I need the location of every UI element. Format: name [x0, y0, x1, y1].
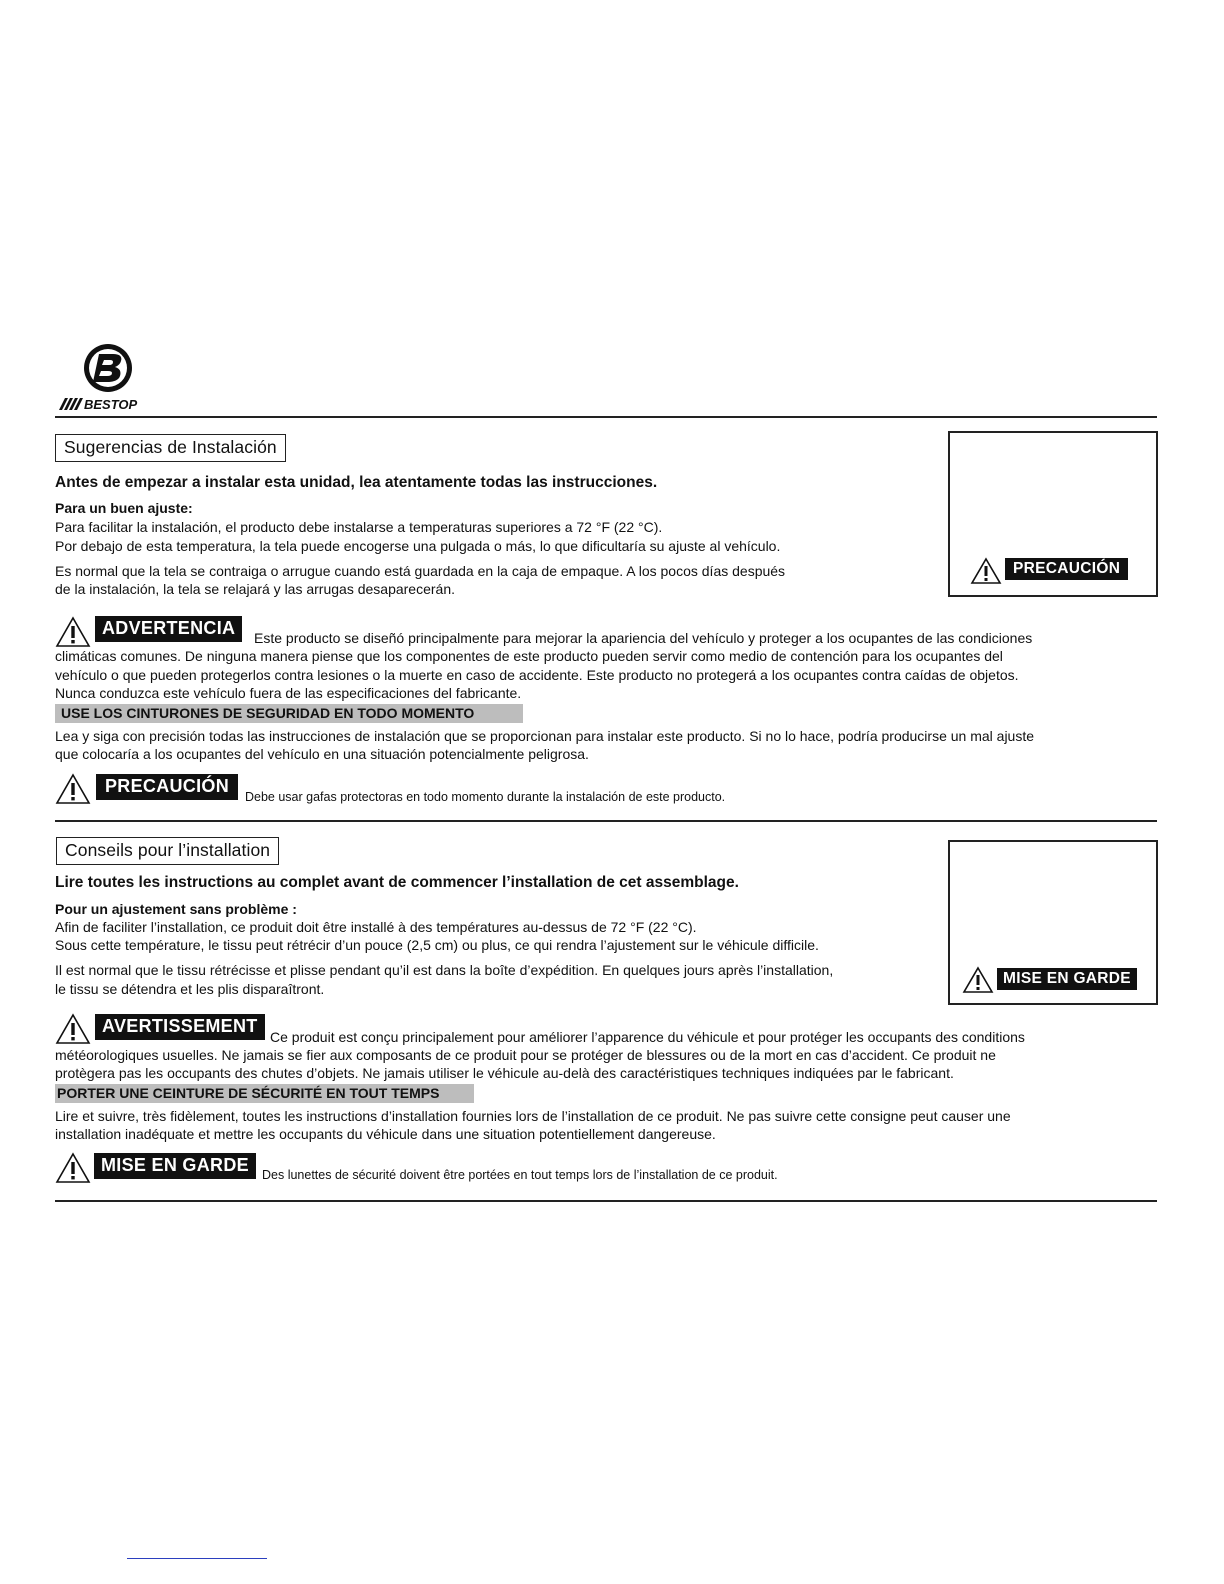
follow-line-fr: Lire et suivre, très fidèlement, toutes les instructions d’installation fournies lors de l’installation de ce produit. Ne pas suivre cette consigne peut causer une [55, 1108, 1011, 1124]
panel-label-fr: MISE EN GARDE [997, 968, 1137, 990]
follow-line-es: que colocaría a los ocupantes del vehículo en una situación potencialmente peligrosa. [55, 746, 589, 762]
top-rule [55, 416, 1157, 418]
normal-line-fr: Il est normal que le tissu rétrécisse et plisse pendant qu’il est dans la boîte d’expédition. En quelques jours après l’installation, [55, 962, 834, 978]
heading-es: Antes de empezar a instalar esta unidad, lea atentamente todas las instrucciones. [55, 474, 658, 491]
section-title-es: Sugerencias de Instalación [55, 434, 286, 462]
panel-label-es: PRECAUCIÓN [1005, 558, 1128, 580]
bestop-logo [55, 340, 150, 412]
logo-wordmark: BESTOP [84, 397, 138, 412]
warning-line-fr: météorologiques usuelles. Ne jamais se fier aux composants de ce produit pour se protéger de blessures ou de la mort en cas d’accident. Ce produit ne [55, 1047, 996, 1063]
seatbelt-notice-es: USE LOS CINTURONES DE SEGURIDAD EN TODO MOMENTO [55, 704, 523, 723]
warning-triangle-icon [55, 1152, 91, 1184]
warning-line-es: Este producto se diseñó principalmente para mejorar la apariencia del vehículo y proteger a los ocupantes de las condiciones [254, 630, 1033, 646]
caution-label-fr: MISE EN GARDE [94, 1153, 256, 1179]
seatbelt-notice-fr: PORTER UNE CEINTURE DE SÉCURITÉ EN TOUT TEMPS [55, 1084, 474, 1103]
bottom-rule [55, 1200, 1157, 1202]
warning-triangle-icon [55, 1013, 91, 1045]
caution-label-es: PRECAUCIÓN [96, 774, 238, 800]
fit-line-fr: Afin de faciliter l’installation, ce produit doit être installé à des températures au-dessus de 72 °F (22 °C). [55, 919, 697, 935]
warning-line-es: climáticas comunes. De ninguna manera piense que los componentes de este producto pueden servir como medio de contención para los ocupantes del [55, 648, 1003, 664]
warning-line-es: vehículo o que pueden protegerlos contra lesiones o la muerte en caso de accidente. Este producto no protegerá a los ocupantes contra caídas de objetos. [55, 667, 1019, 683]
heading-fr: Lire toutes les instructions au complet avant de commencer l’installation de cet assemblage. [55, 874, 739, 891]
caution-panel-es [948, 431, 1158, 597]
caution-text-fr: Des lunettes de sécurité doivent être portées en tout temps lors de l’installation de ce produit. [262, 1168, 778, 1182]
section-title-fr: Conseils pour l’installation [56, 837, 279, 865]
warning-triangle-icon [962, 966, 994, 994]
normal-line-es: Es normal que la tela se contraiga o arrugue cuando está guardada en la caja de empaque. A los pocos días después [55, 563, 786, 579]
fit-line-es: Para facilitar la instalación, el producto debe instalarse a temperaturas superiores a 72 °F (22 °C). [55, 519, 663, 535]
caution-text-es: Debe usar gafas protectoras en todo momento durante la instalación de este producto. [245, 790, 726, 804]
caution-panel-fr [948, 840, 1158, 1005]
warning-label-es: ADVERTENCIA [95, 616, 242, 642]
fit-heading-fr: Pour un ajustement sans problème : [55, 901, 297, 917]
fit-line-es: Por debajo de esta temperatura, la tela puede encogerse una pulgada o más, lo que dificultaría su ajuste al vehículo. [55, 538, 781, 554]
normal-line-es: de la instalación, la tela se relajará y las arrugas desaparecerán. [55, 581, 456, 597]
fit-line-fr: Sous cette température, le tissu peut rétrécir d’un pouce (2,5 cm) ou plus, ce qui rendra l’ajustement sur le véhicule difficile. [55, 937, 819, 953]
warning-line-fr: protègera pas les occupants des chutes d’objets. Ne jamais utiliser le véhicule au-delà des caractéristiques techniques indiquées par le fabricant. [55, 1065, 954, 1081]
warning-triangle-icon [55, 616, 91, 648]
normal-line-fr: le tissu se détendra et les plis disparaîtront. [55, 981, 325, 997]
follow-line-es: Lea y siga con precisión todas las instrucciones de instalación que se proporcionan para instalar este producto. Si no lo hace, podría producirse un mal ajuste [55, 728, 1035, 744]
follow-line-fr: installation inadéquate et mettre les occupants du véhicule dans une situation potentiellement dangereuse. [55, 1126, 716, 1142]
fit-heading-es: Para un buen ajuste: [55, 500, 193, 516]
warning-triangle-icon [55, 773, 91, 805]
footnote-separator [127, 1558, 267, 1559]
warning-line-es: Nunca conduzca este vehículo fuera de las especificaciones del fabricante. [55, 685, 522, 701]
middle-rule [55, 820, 1157, 822]
warning-triangle-icon [970, 557, 1002, 585]
warning-line-fr: Ce produit est conçu principalement pour améliorer l’apparence du véhicule et pour protéger les occupants des conditions [270, 1029, 1025, 1045]
warning-label-fr: AVERTISSEMENT [95, 1014, 265, 1040]
